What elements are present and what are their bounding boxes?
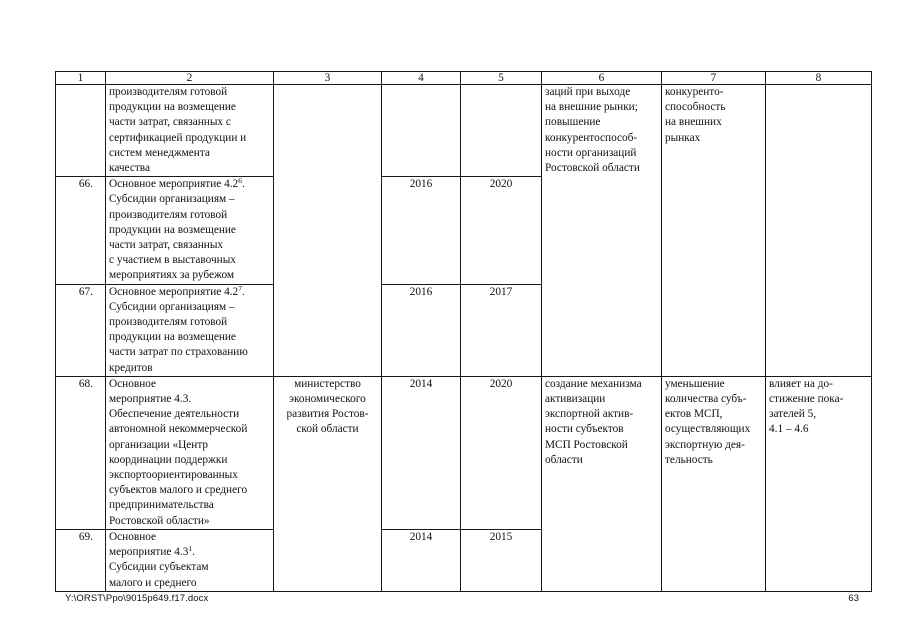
measure-title-end: . — [241, 285, 245, 298]
start-year-cell: 2016 — [382, 177, 461, 284]
start-year-cell — [382, 85, 461, 177]
end-year-cell — [461, 85, 542, 177]
end-year-cell: 2020 — [461, 177, 542, 284]
measure-name-cell: Основное мероприятие 4.3. Обеспечение деятельности автономной некоммерческой организации «Центр координации поддержки экспортоориентированных субъектов малого и среднего предпринимательства Ростовской области» — [106, 376, 274, 529]
footnote-mark: 1 — [188, 544, 193, 554]
end-year-cell: 2017 — [461, 284, 542, 376]
measure-name-cell: производителям готовой продукции на возмещение части затрат, связанных с сертификацией продукции и систем менеджмента качества — [106, 85, 274, 177]
column-number: 6 — [542, 72, 662, 85]
measure-description: Субсидии организациям – производителям готовой продукции на возмещение части затрат по страхованию кредитов — [109, 300, 248, 374]
start-year-cell: 2014 — [382, 376, 461, 529]
row-number-cell — [56, 85, 106, 177]
column-number: 1 — [56, 72, 106, 85]
expected-result-cell: заций при выходе на внешние рынки; повышение конкурентоспособ- ности организаций Ростовской области — [542, 85, 662, 377]
row-number-cell: 67. — [56, 284, 106, 376]
row-number-cell: 68. — [56, 376, 106, 529]
column-number: 2 — [106, 72, 274, 85]
page-number: 63 — [848, 593, 859, 604]
table-row-continuation — [56, 85, 872, 177]
measure-title: Основное мероприятие 4.3 — [109, 530, 189, 559]
end-year-cell: 2015 — [461, 529, 542, 591]
document-path: Y:\ORST\Ppo\9015p649.f17.docx — [65, 593, 209, 604]
measure-title-end: . — [241, 178, 245, 191]
measure-name-cell — [106, 177, 274, 284]
measure-name-cell — [106, 284, 274, 376]
indicator-link-cell — [766, 85, 872, 377]
measure-title-end: . — [192, 546, 195, 559]
column-number: 3 — [274, 72, 382, 85]
consequence-cell: конкуренто- способность на внешних рынках — [662, 85, 766, 377]
column-number: 8 — [766, 72, 872, 85]
column-number: 4 — [382, 72, 461, 85]
footnote-mark: 6 — [238, 176, 242, 186]
measure-title: Основное мероприятие 4.2 — [109, 178, 239, 191]
row-number-cell: 69. — [56, 529, 106, 591]
measure-description: Субсидии организациям – производителям готовой продукции на возмещение части затрат, связанных с участием в выставочных мероприятиях за рубежом — [109, 193, 236, 282]
end-year-cell: 2020 — [461, 376, 542, 529]
expected-result-cell: создание механизма активизации экспортной актив- ности субъектов МСП Ростовской области — [542, 376, 662, 591]
column-number: 7 — [662, 72, 766, 85]
footnote-mark: 7 — [238, 284, 242, 293]
executor-cell — [274, 85, 382, 377]
consequence-cell: уменьшение количества субъ- ектов МСП, осуществляющих экспортную дея- тельность — [662, 376, 766, 591]
measure-description: Субсидии субъектам малого и среднего — [109, 561, 209, 589]
column-number: 5 — [461, 72, 542, 85]
program-table — [55, 71, 872, 592]
row-number-cell: 66. — [56, 177, 106, 284]
column-number-row — [56, 72, 872, 85]
measure-name-cell — [106, 529, 274, 591]
table-row — [56, 376, 872, 529]
executor-cell: министерство экономического развития Ростов- ской области — [274, 376, 382, 591]
start-year-cell: 2016 — [382, 284, 461, 376]
measure-title: Основное мероприятие 4.2 — [109, 285, 239, 298]
start-year-cell: 2014 — [382, 529, 461, 591]
indicator-link-cell: влияет на до- стижение пока- зателей 5, 4.1 – 4.6 — [766, 376, 872, 591]
